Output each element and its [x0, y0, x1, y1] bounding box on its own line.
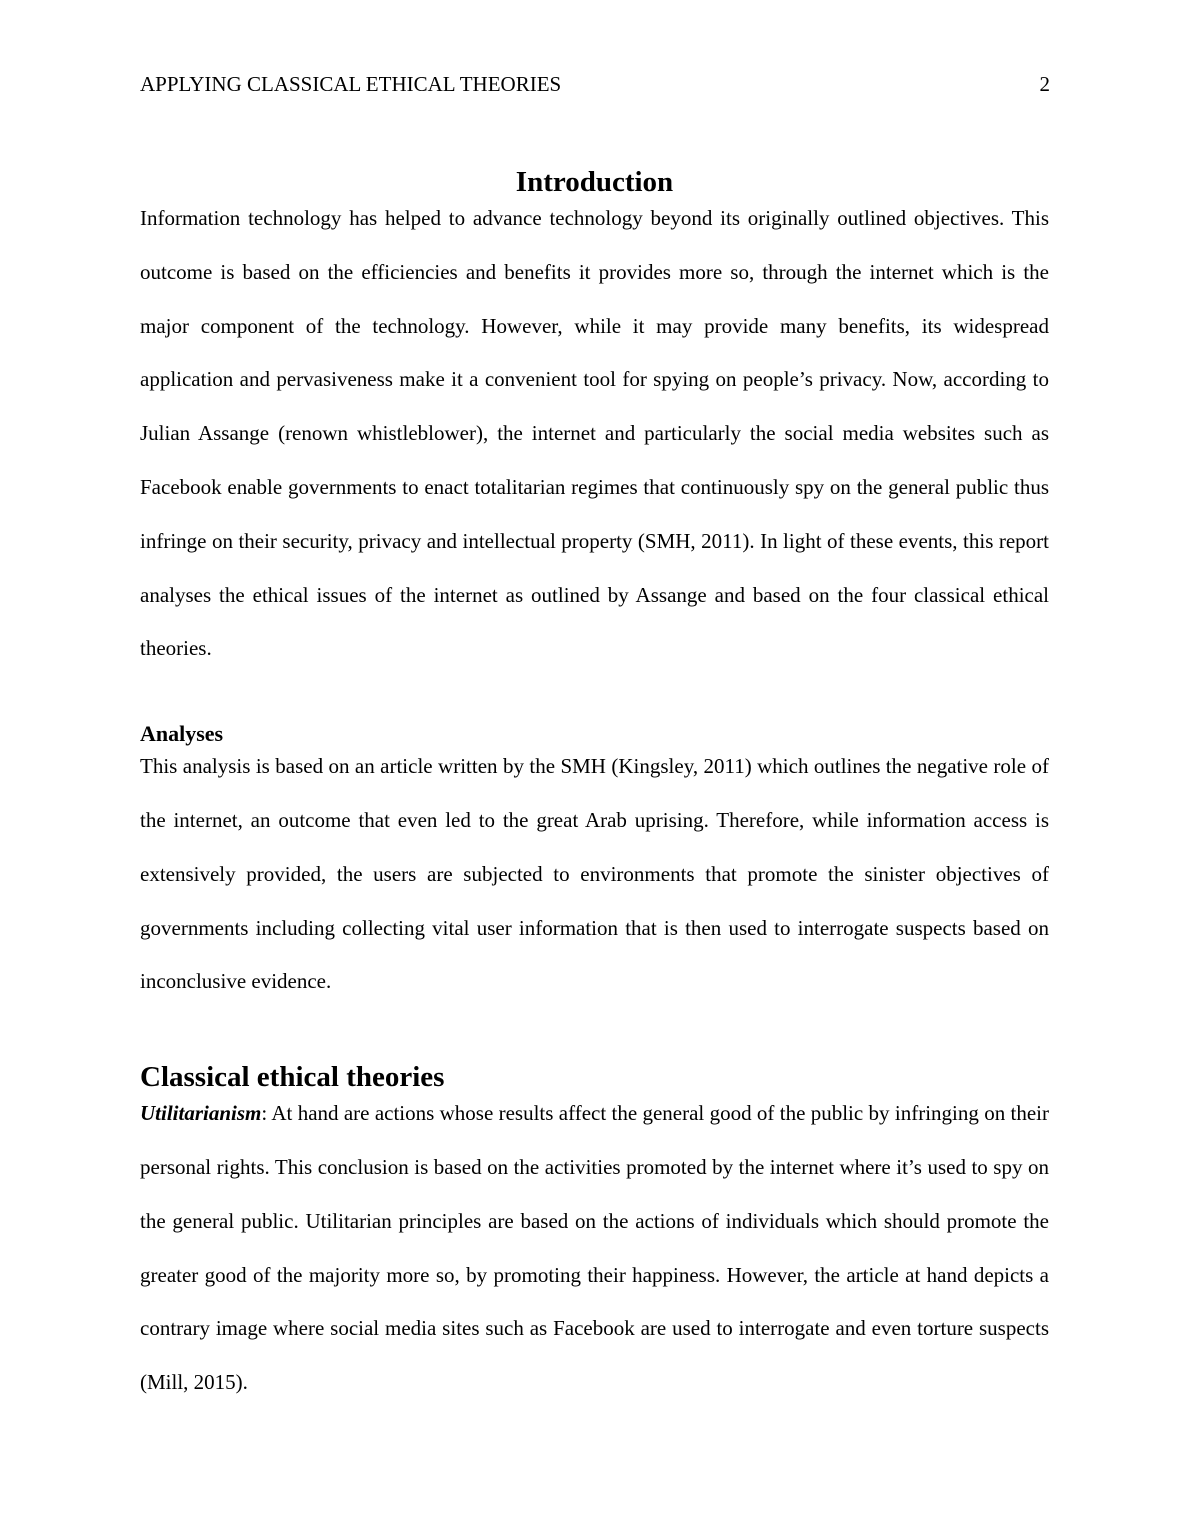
- document-body: [140, 160, 1049, 1410]
- introduction-paragraph: Information technology has helped to advance technology beyond its originally outlined objectives. This outcome is based on the efficiencies and benefits it provides more so, through the internet which is the major component of the technology. However, while it may provide many benefits, its widespread application and pervasiveness make it a convenient tool for spying on people’s privacy. Now, according to Julian Assange (renown whistleblower), the internet and particularly the social media websites such as Facebook enable governments to enact totalitarian regimes that continuously spy on the general public thus infringe on their security, privacy and intellectual property (SMH, 2011). In light of these events, this report analyses the ethical issues of the internet as outlined by Assange and based on the four classical ethical theories.: [140, 206, 1049, 661]
- classical-theories-heading: Classical ethical theories: [140, 1061, 445, 1094]
- classical-theories-section: [140, 1055, 1049, 1410]
- analyses-heading: Analyses: [140, 721, 224, 747]
- utilitarianism-term: Utilitarianism: [140, 1101, 262, 1126]
- introduction-section: [140, 160, 1049, 676]
- analyses-section: [140, 718, 1049, 1009]
- analyses-paragraph: This analysis is based on an article written by the SMH (Kingsley, 2011) which outlines the negative role of the internet, an outcome that even led to the great Arab uprising. Therefore, while information access is extensively provided, the users are subjected to environments that promote the sinister objectives of governments including collecting vital user information that is then used to interrogate suspects based on inconclusive evidence.: [140, 754, 1049, 994]
- introduction-heading: Introduction: [515, 166, 674, 198]
- running-title: APPLYING CLASSICAL ETHICAL THEORIES: [140, 72, 562, 96]
- running-header: [140, 70, 1050, 98]
- spacer: [140, 676, 1049, 718]
- utilitarianism-paragraph: [140, 1087, 1049, 1410]
- spacer: [140, 1009, 1049, 1055]
- page-number: 2: [1039, 72, 1050, 96]
- utilitarianism-text: : At hand are actions whose results affect the general good of the public by infringing on their personal rights. This conclusion is based on the activities promoted by the internet where it’s used to spy on the general public. Utilitarian principles are based on the actions of individuals which should promote the greater good of the majority more so, by promoting their happiness. However, the article at hand depicts a contrary image where social media sites such as Facebook are used to interrogate and even torture suspects (Mill, 2015).: [140, 1101, 1049, 1395]
